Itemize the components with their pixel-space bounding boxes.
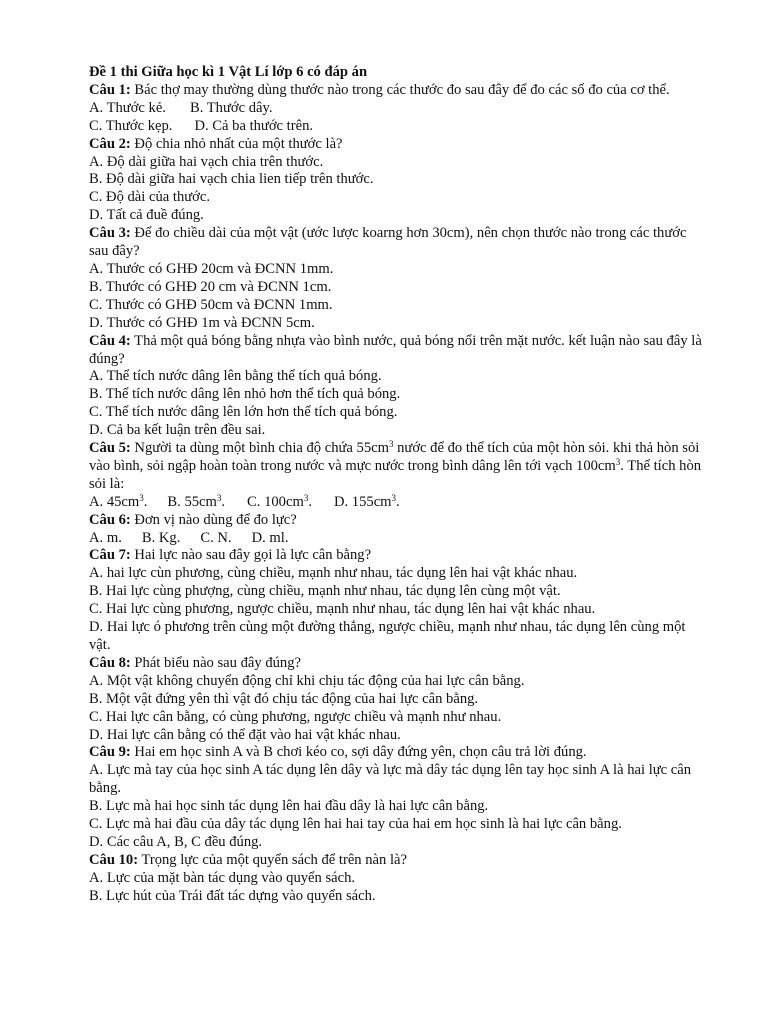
question-5-option-a (89, 494, 147, 510)
question-9 (89, 744, 708, 851)
question-1-stem (89, 82, 708, 100)
question-10 (89, 852, 708, 906)
question-5-option-d-end: . (396, 493, 400, 510)
question-9-text: Hai em học sinh A và B chơi kéo co, sợi dây đứng yên, chọn câu trả lời đúng. (130, 744, 587, 761)
question-6-option-b: B. Kg. (141, 529, 181, 546)
question-5-option-b (167, 494, 225, 510)
question-3-option-c: C. Thước có GHĐ 50cm và ĐCNN 1mm. (89, 296, 333, 313)
question-7-option-d: D. Hai lực ó phương trên cùng một đường thẳng, ngược chiều, mạnh như nhau, tác dụng lên cùng một vật. (89, 619, 686, 653)
question-10-text: Trọng lực của một quyển sách để trên nàn là? (138, 851, 407, 868)
question-8-option-c: C. Hai lực cân bằng, có cùng phương, ngược chiều và mạnh như nhau. (89, 708, 502, 725)
question-4-option-a: A. Thể tích nước dâng lên bằng thể tích quả bóng. (89, 368, 382, 385)
question-4-option-b: B. Thể tích nước dâng lên nhỏ hơn thể tích quả bóng. (89, 386, 401, 403)
question-5-options-row (89, 494, 708, 512)
question-6-options-row (89, 530, 708, 548)
question-3-stem (89, 225, 708, 261)
question-4-label: Câu 4: (89, 332, 131, 349)
question-10-label: Câu 10: (89, 851, 139, 868)
question-3-label: Câu 3: (89, 225, 131, 242)
question-4-option-d: D. Cả ba kết luận trên đều sai. (89, 422, 266, 439)
question-3-text: Để đo chiều dài của một vật (ước lược koarng hơn 30cm), nên chọn thước nào trong các thước sau đây? (89, 225, 687, 260)
question-5-option-a-text: A. 45cm (89, 493, 140, 510)
question-1-option-a: A. Thước kẻ. (89, 99, 166, 116)
question-2-option-c: C. Độ dài của thước. (89, 189, 210, 206)
question-2-text: Độ chia nhỏ nhất của một thước là? (130, 135, 343, 152)
question-1-option-d: D. Cả ba thước trên. (194, 117, 314, 134)
question-4-option-c: C. Thể tích nước dâng lên lớn hơn thể tích quả bóng. (89, 404, 398, 421)
question-5-option-b-text: B. 55cm (167, 493, 217, 510)
question-5-text-part3: . Thể tích hòn sỏi là: (89, 457, 702, 492)
question-4-text: Thả một quả bóng bằng nhựa vào bình nước, quả bóng nổi trên mặt nước. kết luận nào sau đây là đúng? (89, 332, 702, 367)
question-5-text-part1: Người ta dùng một bình chia độ chứa 55cm (130, 440, 389, 457)
question-1-options-row-2 (89, 118, 708, 136)
question-5-option-d-text: D. 155cm (333, 493, 392, 510)
question-8-stem (89, 655, 708, 673)
question-9-label: Câu 9: (89, 744, 131, 761)
question-3-option-a: A. Thước có GHĐ 20cm và ĐCNN 1mm. (89, 260, 334, 277)
question-5-sup-2: 3 (615, 456, 621, 467)
question-3 (89, 225, 708, 332)
question-5-text-part2: nước để đo thể tích của một hòn sỏi. khi thả hòn sỏi vào bình, sỏi ngập hoàn toàn trong nước và mực nước trong bình dâng lên tới vạch 100cm (89, 440, 700, 474)
question-2-label: Câu 2: (89, 135, 131, 152)
question-5-option-c-sup: 3 (303, 492, 309, 503)
question-10-stem (89, 852, 708, 870)
question-2-option-d: D. Tất cả đuề đúng. (89, 207, 204, 224)
question-10-option-a: A. Lực của mặt bàn tác dụng vào quyển sách. (89, 869, 356, 886)
question-9-stem (89, 744, 708, 762)
question-5-option-c (247, 494, 312, 510)
question-2 (89, 136, 708, 226)
question-8-option-b: B. Một vật đứng yên thì vật đó chịu tác động của hai lực cân bằng. (89, 690, 479, 707)
question-7-label: Câu 7: (89, 547, 131, 564)
question-5-option-c-text: C. 100cm (247, 493, 304, 510)
question-5-option-d-sup: 3 (391, 492, 397, 503)
question-6-label: Câu 6: (89, 511, 131, 528)
question-8-text: Phát biểu nào sau đây đúng? (130, 654, 301, 671)
question-1-options-row-1 (89, 100, 708, 118)
question-5-sup-1: 3 (388, 439, 394, 450)
question-1-text: Bác thợ may thường dùng thước nào trong các thước đo sau đây để đo các số đo của cơ thể. (130, 81, 670, 98)
question-6-option-d: D. ml. (251, 529, 289, 546)
question-5-option-a-sup: 3 (139, 492, 144, 503)
question-10-option-b: B. Lực hút của Trái đất tác dựng vào quyển sách. (89, 887, 376, 904)
question-9-option-a: A. Lực mà tay của học sinh A tác dụng lên dây và lực mà dây tác dụng lên tay học sinh A là hai lực cân bằng. (89, 762, 692, 797)
question-2-option-b: B. Độ dài giữa hai vạch chia lien tiếp trên thước. (89, 171, 374, 188)
question-3-option-b: B. Thước có GHĐ 20 cm và ĐCNN 1cm. (89, 278, 332, 295)
question-7-option-c: C. Hai lực cùng phương, ngược chiều, mạnh như nhau, tác dụng lên hai vật khác nhau. (89, 601, 596, 618)
question-8 (89, 655, 708, 745)
question-5-option-d (334, 494, 400, 510)
question-7-option-b: B. Hai lực cùng phượng, cùng chiều, mạnh như nhau, tác dụng lên cùng một vật. (89, 583, 561, 600)
question-5-option-b-sup: 3 (216, 492, 222, 503)
question-6 (89, 512, 708, 548)
question-7-option-a: A. hai lực cùn phương, cùng chiều, mạnh như nhau, tác dụng lên hai vật khác nhau. (89, 565, 578, 582)
question-2-option-a: A. Độ dài giữa hai vạch chia trên thước. (89, 153, 324, 170)
question-5-option-c-end: . (308, 493, 312, 510)
question-2-stem (89, 136, 708, 154)
document-title: Đề 1 thi Giữa học kì 1 Vật Lí lớp 6 có đáp án (89, 64, 368, 80)
question-5-stem (89, 440, 708, 494)
question-8-option-d: D. Hai lực cân bằng có thể đặt vào hai vật khác nhau. (89, 726, 401, 743)
question-5 (89, 440, 708, 512)
question-3-option-d: D. Thước có GHĐ 1m và ĐCNN 5cm. (89, 314, 315, 331)
question-5-option-b-end: . (221, 493, 226, 510)
question-7 (89, 547, 708, 654)
question-1 (89, 82, 708, 136)
question-1-label: Câu 1: (89, 81, 131, 98)
question-7-stem (89, 547, 708, 565)
question-5-label: Câu 5: (89, 440, 131, 457)
question-9-option-d: D. Các câu A, B, C đều đúng. (89, 833, 263, 850)
question-9-option-c: C. Lực mà hai đầu của dây tác dụng lên hai hai tay của hai em học sinh là hai lực cân bằng. (89, 816, 622, 833)
question-7-text: Hai lực nào sau đây gọi là lực cân bằng? (130, 547, 372, 564)
question-6-option-a: A. m. (89, 529, 122, 546)
question-9-option-b: B. Lực mà hai học sinh tác dụng lên hai đầu dây là hai lực cân bằng. (89, 798, 489, 815)
question-6-text: Đơn vị nào dùng để đo lực? (130, 511, 297, 528)
question-4-stem (89, 333, 708, 369)
question-8-label: Câu 8: (89, 654, 131, 671)
question-8-option-a: A. Một vật không chuyển động chỉ khi chịu tác động của hai lực cân bằng. (89, 672, 525, 689)
question-6-option-c: C. N. (200, 529, 232, 546)
question-6-stem (89, 512, 708, 530)
question-1-option-c: C. Thước kẹp. (89, 117, 173, 134)
question-4 (89, 333, 708, 440)
question-1-option-b: B. Thước dây. (189, 99, 273, 116)
question-5-option-a-end: . (143, 493, 148, 510)
